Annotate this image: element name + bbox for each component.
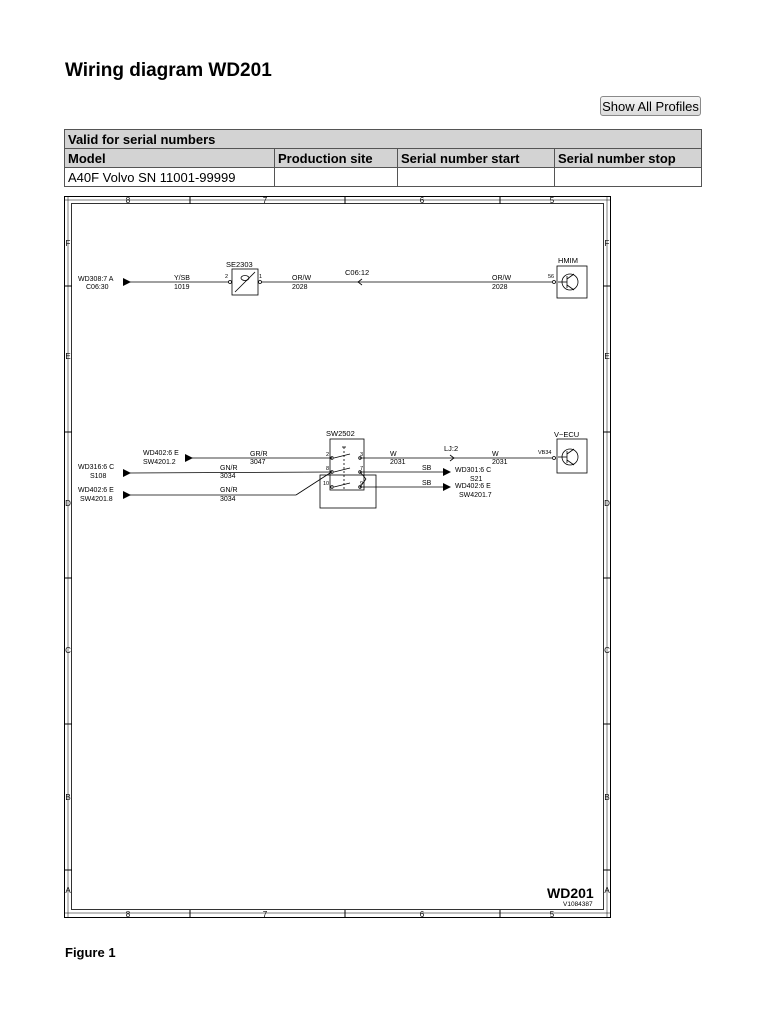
show-all-profiles-button[interactable]: Show All Profiles xyxy=(600,96,701,116)
ref-label: WD402:6 E xyxy=(143,450,179,457)
cell-serial-stop xyxy=(555,168,702,187)
pin-label: 8 xyxy=(326,466,330,472)
wire-number-label: 3034 xyxy=(220,473,236,480)
row-label: F xyxy=(604,239,610,248)
header-serial-start: Serial number start xyxy=(398,149,555,168)
diagram-code: WD201 xyxy=(547,885,594,901)
figure-caption: Figure 1 xyxy=(65,945,116,960)
circuit-sw2502-vecu xyxy=(130,439,587,508)
row-label: A xyxy=(65,886,71,895)
ref-label: WD402:6 E xyxy=(455,483,491,490)
ref-label: C06:30 xyxy=(86,284,109,291)
ref-label: SW4201.2 xyxy=(143,459,176,466)
component-label-vecu: V−ECU xyxy=(554,430,580,439)
row-label: C xyxy=(604,646,610,655)
col-label: 5 xyxy=(549,196,555,205)
row-label: D xyxy=(65,499,71,508)
connector-label-lj-2: LJ:2 xyxy=(444,444,459,453)
pin-label: 7 xyxy=(360,466,364,472)
cell-model: A40F Volvo SN 11001-99999 xyxy=(65,168,275,187)
pin-label: VB34 xyxy=(538,450,552,456)
table-row xyxy=(65,168,702,187)
component-label-hmim: HMIM xyxy=(558,256,578,265)
switch-sw2502 xyxy=(330,439,364,490)
col-label: 5 xyxy=(549,910,555,919)
component-label-se2303: SE2303 xyxy=(226,260,253,269)
pin-label: 9 xyxy=(360,481,364,487)
wire-number-label: 3034 xyxy=(220,496,236,503)
wire-color-label: SB xyxy=(422,465,432,472)
component-label-sw2502: SW2502 xyxy=(326,429,355,438)
wire-number-label: 2028 xyxy=(492,284,508,291)
wire-color-label: OR/W xyxy=(492,275,512,282)
wire-color-label: GR/R xyxy=(250,451,268,458)
col-label: 6 xyxy=(419,910,425,919)
drawing-frame xyxy=(64,196,611,918)
col-label: 7 xyxy=(262,196,268,205)
row-label: E xyxy=(604,352,610,361)
ref-label: WD301:6 C xyxy=(455,467,492,474)
row-label: F xyxy=(65,239,71,248)
serial-number-table xyxy=(64,129,702,187)
connector-label-c06-12: C06:12 xyxy=(345,268,370,277)
pin-label: 2 xyxy=(326,452,330,458)
pin-label: 56 xyxy=(548,274,555,280)
row-label: E xyxy=(65,352,71,361)
wire-color-label: SB xyxy=(422,480,432,487)
ref-label: WD402:6 E xyxy=(78,487,114,494)
row-label: B xyxy=(65,793,71,802)
col-label: 8 xyxy=(125,910,131,919)
pin-label: 10 xyxy=(323,481,330,487)
table-caption: Valid for serial numbers xyxy=(65,130,702,149)
row-label: A xyxy=(604,886,610,895)
ref-label: SW4201.8 xyxy=(80,496,113,503)
col-label: 8 xyxy=(125,196,131,205)
module-vecu xyxy=(557,439,587,473)
header-model: Model xyxy=(65,149,275,168)
header-serial-stop: Serial number stop xyxy=(555,149,702,168)
cell-production-site xyxy=(275,168,398,187)
row-label: D xyxy=(604,499,610,508)
ref-label: WD308:7 A xyxy=(78,276,114,283)
diagram-reference: V1084387 xyxy=(563,901,593,908)
wire-number-label: 2028 xyxy=(292,284,308,291)
ref-label: S21 xyxy=(470,476,483,483)
wire-color-label: OR/W xyxy=(292,275,312,282)
wire-color-label: GN/R xyxy=(220,465,238,472)
header-production-site: Production site xyxy=(275,149,398,168)
wire-color-label: Y/SB xyxy=(174,275,190,282)
ref-label: SW4201.7 xyxy=(459,492,492,499)
pin-label: 1 xyxy=(259,274,263,280)
wire-color-label: W xyxy=(492,451,499,458)
wire-number-label: 2031 xyxy=(492,459,508,466)
row-label: B xyxy=(604,793,610,802)
wire-color-label: GN/R xyxy=(220,487,238,494)
col-label: 6 xyxy=(419,196,425,205)
col-label: 7 xyxy=(262,910,268,919)
row-label: C xyxy=(65,646,71,655)
ref-label: WD316:6 C xyxy=(78,464,115,471)
pin-label: 3 xyxy=(360,452,364,458)
page-title: Wiring diagram WD201 xyxy=(65,60,272,81)
ref-label: S108 xyxy=(90,473,107,480)
wire-number-label: 2031 xyxy=(390,459,406,466)
wire-color-label: W xyxy=(390,451,397,458)
wire-number-label: 1019 xyxy=(174,284,190,291)
pin-label: 2 xyxy=(225,274,229,280)
cell-serial-start xyxy=(398,168,555,187)
wire-number-label: 3047 xyxy=(250,459,266,466)
wiring-diagram xyxy=(64,196,612,921)
